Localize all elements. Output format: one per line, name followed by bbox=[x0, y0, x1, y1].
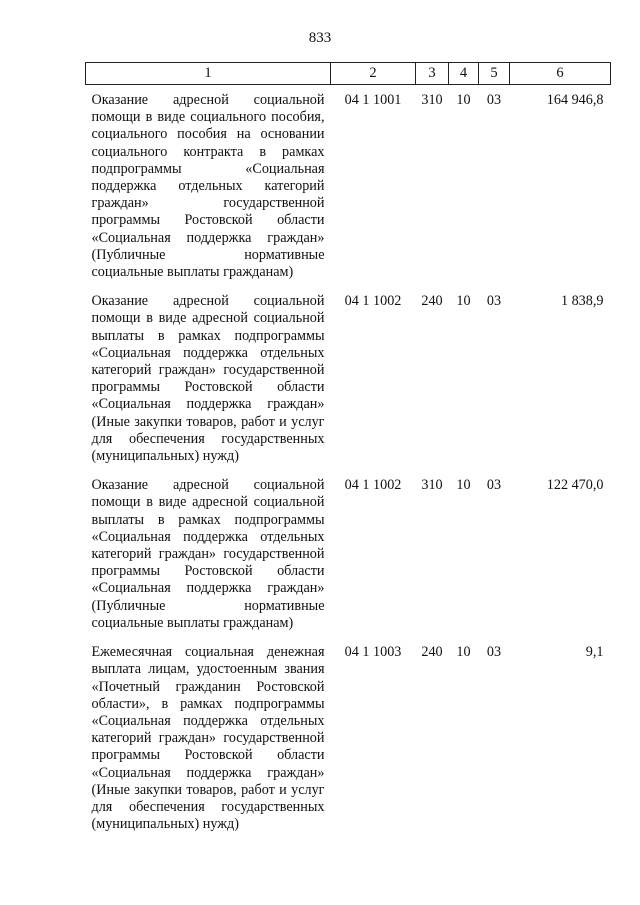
section-code: 10 bbox=[456, 293, 471, 310]
target-code: 04 1 1002 bbox=[344, 477, 402, 494]
target-code: 04 1 1003 bbox=[344, 644, 402, 661]
row-description: Оказание адресной социальной помощи в виде адресной социальной выплаты в рамках подпрограммы «Социальная поддержка отдельных категорий граждан» государственной программы Ростовской области «Социальная поддержка граждан» (Иные закупки товаров, работ и услуг для обеспечения государственных (муниципальных) нужд) bbox=[91, 293, 325, 465]
expense-type: 310 bbox=[421, 477, 443, 494]
expense-type: 240 bbox=[421, 293, 443, 310]
budget-table bbox=[85, 62, 611, 838]
header-row bbox=[86, 63, 611, 85]
subsection-code: 03 bbox=[486, 293, 502, 310]
row-description: Оказание адресной социальной помощи в виде адресной социальной выплаты в рамках подпрограммы «Социальная поддержка отдельных категорий граждан» государственной программы Ростовской области «Социальная поддержка граждан» (Публичные нормативные социальные выплаты гражданам) bbox=[91, 477, 325, 631]
column-header: 5 bbox=[479, 63, 510, 85]
subsection-code: 03 bbox=[486, 92, 502, 108]
expense-type: 310 bbox=[421, 92, 443, 108]
amount: 9,1 bbox=[585, 644, 604, 661]
subsection-code: 03 bbox=[486, 477, 502, 494]
section-code: 10 bbox=[456, 92, 471, 108]
row-description: Оказание адресной социальной помощи в виде социального пособия, социального пособия на основании социального контракта в рамках подпрограммы «Социальная поддержка отдельных категорий граждан» государственной программы Ростовской области «Социальная поддержка граждан» (Публичные нормативные социальные выплаты гражданам) bbox=[91, 92, 325, 281]
table-row bbox=[86, 637, 611, 838]
table-row bbox=[86, 470, 611, 637]
column-header: 2 bbox=[331, 63, 416, 85]
target-code: 04 1 1001 bbox=[344, 92, 402, 108]
amount: 122 470,0 bbox=[546, 477, 604, 494]
subsection-code: 03 bbox=[486, 644, 502, 661]
amount: 1 838,9 bbox=[560, 293, 604, 310]
row-description: Ежемесячная социальная денежная выплата лицам, удостоенным звания «Почетный гражданин Ростовской области», в рамках подпрограммы «Социальная поддержка отдельных категорий граждан» государственной программы Ростовской области «Социальная поддержка граждан» (Иные закупки товаров, работ и услуг для обеспечения государственных (муниципальных) нужд) bbox=[91, 644, 325, 833]
table-row bbox=[86, 85, 611, 287]
section-code: 10 bbox=[456, 644, 471, 661]
column-header: 4 bbox=[449, 63, 479, 85]
amount: 164 946,8 bbox=[546, 92, 604, 108]
section-code: 10 bbox=[456, 477, 471, 494]
target-code: 04 1 1002 bbox=[344, 293, 402, 310]
table-row bbox=[86, 286, 611, 470]
column-header: 3 bbox=[416, 63, 449, 85]
column-header: 6 bbox=[510, 63, 611, 85]
page-number: 833 bbox=[308, 30, 332, 46]
column-header: 1 bbox=[86, 63, 331, 85]
expense-type: 240 bbox=[421, 644, 443, 661]
